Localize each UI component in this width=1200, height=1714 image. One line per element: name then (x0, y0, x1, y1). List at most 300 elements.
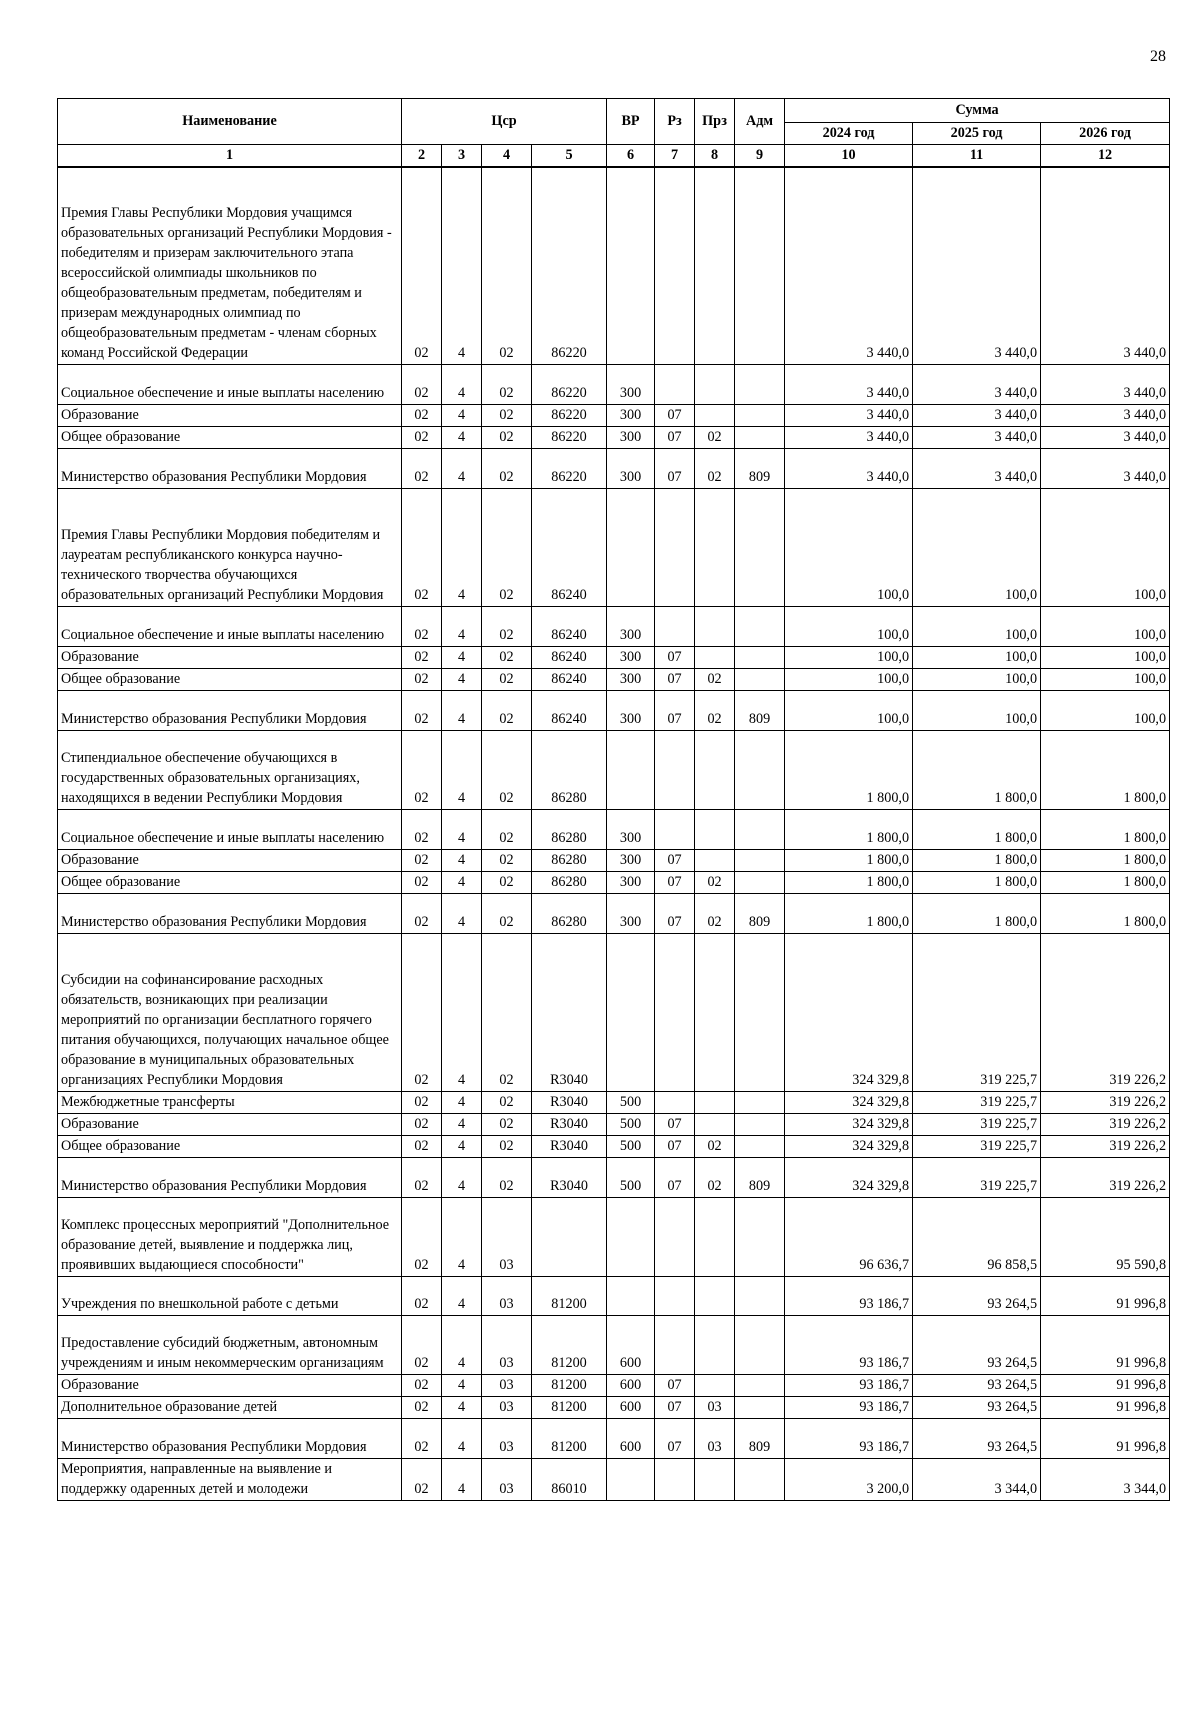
amount-2025: 93 264,5 (913, 1418, 1041, 1458)
amount-2024: 93 186,7 (785, 1374, 913, 1396)
prz-code: 02 (695, 871, 735, 893)
amount-2025: 100,0 (913, 646, 1041, 668)
amount-2025: 3 440,0 (913, 426, 1041, 448)
amount-2024: 1 800,0 (785, 871, 913, 893)
csr-program: 02 (402, 933, 442, 1091)
csr-complex: 02 (482, 426, 532, 448)
amount-2025: 319 225,7 (913, 1157, 1041, 1197)
table-row (58, 871, 1170, 893)
adm-code (735, 849, 785, 871)
amount-2026: 319 226,2 (1041, 1157, 1170, 1197)
row-name: Премия Главы Республики Мордовия победителям и лауреатам республиканского конкурса научно-технического творчества обучающихся образовательных организаций Республики Мордовия (58, 488, 402, 606)
row-name: Министерство образования Республики Мордовия (58, 1157, 402, 1197)
adm-code (735, 1315, 785, 1374)
csr-program: 02 (402, 893, 442, 933)
amount-2026: 100,0 (1041, 488, 1170, 606)
rz-code: 07 (655, 893, 695, 933)
amount-2026: 100,0 (1041, 668, 1170, 690)
table-row (58, 1374, 1170, 1396)
amount-2024: 3 200,0 (785, 1458, 913, 1500)
adm-code (735, 1197, 785, 1276)
row-name: Общее образование (58, 871, 402, 893)
prz-code (695, 364, 735, 404)
amount-2026: 91 996,8 (1041, 1276, 1170, 1315)
csr-direction: 86220 (532, 167, 607, 364)
rz-code (655, 1315, 695, 1374)
csr-complex: 02 (482, 404, 532, 426)
csr-program: 02 (402, 1458, 442, 1500)
rz-code (655, 1276, 695, 1315)
vr-code (607, 1458, 655, 1500)
adm-code (735, 871, 785, 893)
csr-type: 4 (442, 606, 482, 646)
csr-complex: 03 (482, 1396, 532, 1418)
amount-2025: 319 225,7 (913, 1113, 1041, 1135)
vr-code: 300 (607, 893, 655, 933)
adm-code (735, 426, 785, 448)
prz-code (695, 1276, 735, 1315)
row-name: Социальное обеспечение и иные выплаты населению (58, 809, 402, 849)
amount-2024: 3 440,0 (785, 167, 913, 364)
budget-table (57, 98, 1170, 1501)
csr-program: 02 (402, 1276, 442, 1315)
rz-code: 07 (655, 871, 695, 893)
table-row (58, 404, 1170, 426)
table-row (58, 1315, 1170, 1374)
header-rz: Рз (655, 99, 695, 145)
amount-2024: 93 186,7 (785, 1276, 913, 1315)
header-adm: Адм (735, 99, 785, 145)
amount-2024: 324 329,8 (785, 1135, 913, 1157)
csr-type: 4 (442, 871, 482, 893)
row-name: Стипендиальное обеспечение обучающихся в государственных образовательных организациях, находящихся в ведении Республики Мордовия (58, 730, 402, 809)
csr-complex: 02 (482, 448, 532, 488)
csr-direction: 81200 (532, 1276, 607, 1315)
header-year-2025: 2025 год (913, 123, 1041, 145)
csr-complex: 02 (482, 668, 532, 690)
amount-2026: 319 226,2 (1041, 1091, 1170, 1113)
row-name: Премия Главы Республики Мордовия учащимся образовательных организаций Республики Мордовия - победителям и призерам заключительного этапа всероссийской олимпиады школьников по общеобразовательным предметам, победителям и призерам международных олимпиад по общеобразовательным предметам - членам сборных команд Российской Федерации (58, 167, 402, 364)
amount-2025: 1 800,0 (913, 809, 1041, 849)
vr-code (607, 1197, 655, 1276)
row-name: Учреждения по внешкольной работе с детьми (58, 1276, 402, 1315)
csr-program: 02 (402, 1157, 442, 1197)
rz-code: 07 (655, 1396, 695, 1418)
vr-code: 600 (607, 1374, 655, 1396)
prz-code (695, 849, 735, 871)
prz-code (695, 730, 735, 809)
amount-2025: 93 264,5 (913, 1315, 1041, 1374)
row-name: Социальное обеспечение и иные выплаты населению (58, 364, 402, 404)
table-row (58, 933, 1170, 1091)
amount-2025: 3 440,0 (913, 448, 1041, 488)
prz-code (695, 1315, 735, 1374)
col-num: 10 (785, 145, 913, 168)
amount-2026: 100,0 (1041, 690, 1170, 730)
amount-2026: 319 226,2 (1041, 933, 1170, 1091)
prz-code (695, 809, 735, 849)
csr-complex: 02 (482, 488, 532, 606)
csr-type: 4 (442, 167, 482, 364)
csr-direction (532, 1197, 607, 1276)
amount-2026: 319 226,2 (1041, 1135, 1170, 1157)
rz-code (655, 167, 695, 364)
header-year-2024: 2024 год (785, 123, 913, 145)
amount-2025: 100,0 (913, 668, 1041, 690)
amount-2024: 324 329,8 (785, 1157, 913, 1197)
amount-2025: 96 858,5 (913, 1197, 1041, 1276)
vr-code: 300 (607, 404, 655, 426)
amount-2024: 324 329,8 (785, 1113, 913, 1135)
csr-program: 02 (402, 730, 442, 809)
table-row (58, 1091, 1170, 1113)
rz-code (655, 1458, 695, 1500)
row-name: Образование (58, 404, 402, 426)
rz-code (655, 809, 695, 849)
csr-complex: 02 (482, 1157, 532, 1197)
csr-program: 02 (402, 1418, 442, 1458)
csr-complex: 03 (482, 1374, 532, 1396)
row-name: Образование (58, 1113, 402, 1135)
csr-type: 4 (442, 1374, 482, 1396)
amount-2025: 3 440,0 (913, 404, 1041, 426)
csr-direction: 86240 (532, 646, 607, 668)
amount-2024: 100,0 (785, 668, 913, 690)
csr-type: 4 (442, 668, 482, 690)
csr-type: 4 (442, 690, 482, 730)
adm-code (735, 1374, 785, 1396)
row-name: Дополнительное образование детей (58, 1396, 402, 1418)
csr-complex: 02 (482, 893, 532, 933)
adm-code (735, 933, 785, 1091)
vr-code: 500 (607, 1091, 655, 1113)
prz-code (695, 404, 735, 426)
vr-code: 300 (607, 646, 655, 668)
table-row (58, 809, 1170, 849)
csr-program: 02 (402, 1396, 442, 1418)
amount-2025: 1 800,0 (913, 849, 1041, 871)
amount-2025: 319 225,7 (913, 933, 1041, 1091)
prz-code (695, 1091, 735, 1113)
amount-2024: 1 800,0 (785, 893, 913, 933)
amount-2024: 1 800,0 (785, 730, 913, 809)
table-row (58, 488, 1170, 606)
csr-complex: 03 (482, 1197, 532, 1276)
csr-direction: 81200 (532, 1396, 607, 1418)
csr-direction: 86280 (532, 730, 607, 809)
amount-2025: 1 800,0 (913, 871, 1041, 893)
rz-code (655, 1197, 695, 1276)
csr-complex: 03 (482, 1458, 532, 1500)
csr-program: 02 (402, 404, 442, 426)
csr-type: 4 (442, 933, 482, 1091)
amount-2024: 100,0 (785, 646, 913, 668)
amount-2024: 1 800,0 (785, 809, 913, 849)
csr-direction: R3040 (532, 1091, 607, 1113)
amount-2025: 93 264,5 (913, 1396, 1041, 1418)
amount-2025: 319 225,7 (913, 1091, 1041, 1113)
csr-complex: 03 (482, 1418, 532, 1458)
csr-type: 4 (442, 1396, 482, 1418)
amount-2026: 3 440,0 (1041, 364, 1170, 404)
csr-program: 02 (402, 646, 442, 668)
csr-type: 4 (442, 1135, 482, 1157)
amount-2024: 3 440,0 (785, 404, 913, 426)
csr-direction: 86220 (532, 364, 607, 404)
adm-code: 809 (735, 1157, 785, 1197)
csr-complex: 02 (482, 1091, 532, 1113)
row-name: Министерство образования Республики Мордовия (58, 448, 402, 488)
csr-complex: 02 (482, 933, 532, 1091)
vr-code (607, 488, 655, 606)
csr-type: 4 (442, 849, 482, 871)
rz-code (655, 1091, 695, 1113)
csr-direction: 86240 (532, 690, 607, 730)
amount-2026: 3 440,0 (1041, 426, 1170, 448)
csr-program: 02 (402, 809, 442, 849)
amount-2024: 100,0 (785, 690, 913, 730)
csr-type: 4 (442, 646, 482, 668)
csr-complex: 02 (482, 690, 532, 730)
vr-code: 600 (607, 1396, 655, 1418)
adm-code (735, 1458, 785, 1500)
header-sum: Сумма (785, 99, 1170, 123)
row-name: Межбюджетные трансферты (58, 1091, 402, 1113)
col-num: 1 (58, 145, 402, 168)
csr-direction: R3040 (532, 1157, 607, 1197)
csr-type: 4 (442, 1091, 482, 1113)
csr-program: 02 (402, 448, 442, 488)
csr-direction: 86240 (532, 488, 607, 606)
csr-type: 4 (442, 809, 482, 849)
prz-code (695, 1374, 735, 1396)
vr-code: 300 (607, 871, 655, 893)
row-name: Социальное обеспечение и иные выплаты населению (58, 606, 402, 646)
row-name: Субсидии на софинансирование расходных обязательств, возникающих при реализации мероприятий по организации бесплатного горячего питания обучающихся, получающих начальное общее образование в муниципальных образовательных организациях Республики Мордовия (58, 933, 402, 1091)
csr-type: 4 (442, 426, 482, 448)
amount-2024: 100,0 (785, 606, 913, 646)
table-row (58, 448, 1170, 488)
col-num: 5 (532, 145, 607, 168)
prz-code (695, 1113, 735, 1135)
prz-code: 02 (695, 1157, 735, 1197)
rz-code: 07 (655, 448, 695, 488)
amount-2026: 3 344,0 (1041, 1458, 1170, 1500)
amount-2026: 319 226,2 (1041, 1113, 1170, 1135)
vr-code: 300 (607, 606, 655, 646)
amount-2024: 93 186,7 (785, 1315, 913, 1374)
csr-program: 02 (402, 488, 442, 606)
csr-type: 4 (442, 1418, 482, 1458)
table-row (58, 646, 1170, 668)
adm-code (735, 730, 785, 809)
vr-code (607, 1276, 655, 1315)
csr-direction: 86280 (532, 871, 607, 893)
csr-complex: 02 (482, 849, 532, 871)
amount-2024: 96 636,7 (785, 1197, 913, 1276)
adm-code (735, 1276, 785, 1315)
csr-complex: 02 (482, 646, 532, 668)
vr-code (607, 730, 655, 809)
amount-2025: 100,0 (913, 690, 1041, 730)
amount-2026: 91 996,8 (1041, 1418, 1170, 1458)
amount-2026: 1 800,0 (1041, 893, 1170, 933)
csr-program: 02 (402, 426, 442, 448)
amount-2026: 100,0 (1041, 646, 1170, 668)
adm-code (735, 1396, 785, 1418)
amount-2025: 3 440,0 (913, 167, 1041, 364)
col-num: 3 (442, 145, 482, 168)
csr-direction: 86220 (532, 426, 607, 448)
adm-code (735, 1135, 785, 1157)
csr-type: 4 (442, 448, 482, 488)
table-row (58, 1276, 1170, 1315)
csr-program: 02 (402, 167, 442, 364)
csr-type: 4 (442, 1113, 482, 1135)
rz-code (655, 488, 695, 606)
col-num: 12 (1041, 145, 1170, 168)
table-row (58, 1458, 1170, 1500)
csr-direction: 86220 (532, 404, 607, 426)
amount-2026: 1 800,0 (1041, 871, 1170, 893)
prz-code: 03 (695, 1396, 735, 1418)
amount-2024: 3 440,0 (785, 426, 913, 448)
adm-code: 809 (735, 448, 785, 488)
vr-code: 300 (607, 849, 655, 871)
csr-complex: 02 (482, 809, 532, 849)
csr-type: 4 (442, 1458, 482, 1500)
amount-2025: 3 440,0 (913, 364, 1041, 404)
csr-direction: 86280 (532, 809, 607, 849)
amount-2026: 1 800,0 (1041, 730, 1170, 809)
rz-code: 07 (655, 1418, 695, 1458)
prz-code: 02 (695, 448, 735, 488)
rz-code: 07 (655, 668, 695, 690)
vr-code: 500 (607, 1157, 655, 1197)
adm-code (735, 646, 785, 668)
rz-code: 07 (655, 690, 695, 730)
vr-code: 600 (607, 1418, 655, 1458)
csr-direction: 81200 (532, 1418, 607, 1458)
adm-code (735, 1113, 785, 1135)
csr-direction: 86280 (532, 849, 607, 871)
adm-code (735, 404, 785, 426)
csr-type: 4 (442, 893, 482, 933)
col-num: 6 (607, 145, 655, 168)
table-row (58, 1157, 1170, 1197)
vr-code: 500 (607, 1113, 655, 1135)
amount-2026: 91 996,8 (1041, 1315, 1170, 1374)
amount-2025: 100,0 (913, 606, 1041, 646)
amount-2024: 1 800,0 (785, 849, 913, 871)
csr-program: 02 (402, 1113, 442, 1135)
amount-2026: 91 996,8 (1041, 1396, 1170, 1418)
csr-program: 02 (402, 1374, 442, 1396)
adm-code (735, 809, 785, 849)
table-row (58, 849, 1170, 871)
amount-2025: 3 344,0 (913, 1458, 1041, 1500)
table-row (58, 1113, 1170, 1135)
csr-complex: 02 (482, 167, 532, 364)
rz-code (655, 933, 695, 1091)
amount-2024: 324 329,8 (785, 1091, 913, 1113)
prz-code: 02 (695, 668, 735, 690)
row-name: Министерство образования Республики Мордовия (58, 1418, 402, 1458)
table-row (58, 364, 1170, 404)
rz-code (655, 364, 695, 404)
adm-code: 809 (735, 1418, 785, 1458)
prz-code (695, 1458, 735, 1500)
csr-program: 02 (402, 1135, 442, 1157)
adm-code (735, 167, 785, 364)
row-name: Общее образование (58, 1135, 402, 1157)
amount-2025: 1 800,0 (913, 893, 1041, 933)
vr-code (607, 933, 655, 1091)
csr-direction: 86240 (532, 606, 607, 646)
prz-code (695, 1197, 735, 1276)
table-row (58, 1418, 1170, 1458)
prz-code: 02 (695, 690, 735, 730)
rz-code: 07 (655, 1157, 695, 1197)
csr-direction: R3040 (532, 933, 607, 1091)
csr-program: 02 (402, 364, 442, 404)
amount-2026: 95 590,8 (1041, 1197, 1170, 1276)
csr-program: 02 (402, 1091, 442, 1113)
row-name: Предоставление субсидий бюджетным, автономным учреждениям и иным некоммерческим организациям (58, 1315, 402, 1374)
csr-complex: 02 (482, 364, 532, 404)
adm-code: 809 (735, 690, 785, 730)
rz-code: 07 (655, 849, 695, 871)
adm-code (735, 1091, 785, 1113)
row-name: Образование (58, 849, 402, 871)
col-num: 2 (402, 145, 442, 168)
prz-code: 03 (695, 1418, 735, 1458)
amount-2024: 3 440,0 (785, 448, 913, 488)
csr-type: 4 (442, 1276, 482, 1315)
prz-code (695, 933, 735, 1091)
row-name: Комплекс процессных мероприятий "Дополнительное образование детей, выявление и поддержка лиц, проявивших выдающиеся способности" (58, 1197, 402, 1276)
adm-code (735, 606, 785, 646)
csr-program: 02 (402, 1315, 442, 1374)
csr-direction: 86280 (532, 893, 607, 933)
page-number: 28 (1150, 48, 1166, 65)
row-name: Образование (58, 646, 402, 668)
csr-type: 4 (442, 488, 482, 606)
vr-code: 500 (607, 1135, 655, 1157)
amount-2026: 1 800,0 (1041, 809, 1170, 849)
vr-code: 600 (607, 1315, 655, 1374)
csr-complex: 02 (482, 1135, 532, 1157)
prz-code (695, 606, 735, 646)
csr-direction: 81200 (532, 1315, 607, 1374)
prz-code: 02 (695, 426, 735, 448)
csr-direction: 81200 (532, 1374, 607, 1396)
prz-code: 02 (695, 893, 735, 933)
csr-program: 02 (402, 849, 442, 871)
adm-code (735, 668, 785, 690)
csr-direction: 86010 (532, 1458, 607, 1500)
col-num: 7 (655, 145, 695, 168)
rz-code (655, 606, 695, 646)
csr-type: 4 (442, 404, 482, 426)
rz-code: 07 (655, 646, 695, 668)
row-name: Общее образование (58, 426, 402, 448)
amount-2025: 100,0 (913, 488, 1041, 606)
rz-code: 07 (655, 1113, 695, 1135)
rz-code: 07 (655, 426, 695, 448)
csr-complex: 02 (482, 871, 532, 893)
col-num: 9 (735, 145, 785, 168)
